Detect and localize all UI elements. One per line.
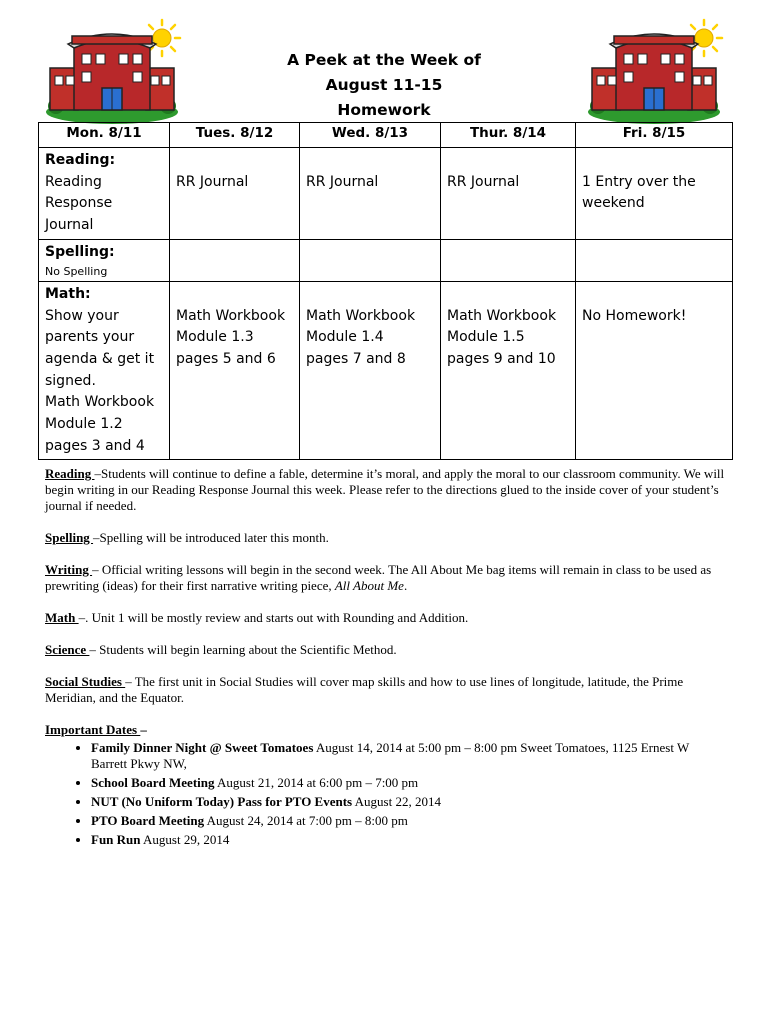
header-title: A Peek at the Week of [287, 51, 481, 69]
note-math-label: Math [45, 610, 79, 625]
reading-fri-cell [576, 148, 733, 240]
reading-mon-text: Reading Response Journal [45, 173, 113, 234]
date-event-name: Fun Run [91, 832, 141, 847]
note-reading [45, 466, 727, 514]
reading-subject-label: Reading: [45, 152, 116, 168]
spelling-subject-label: Spelling: [45, 243, 115, 260]
day-header-tue: Tues. 8/12 [170, 123, 300, 148]
day-header-fri: Fri. 8/15 [576, 123, 733, 148]
note-writing-text: – Official writing lessons will begin in the second week. The All About Me bag items will remain in class to be used as prewriting (ideas) for their first narrative writing piece, [45, 562, 712, 593]
list-item [91, 740, 727, 772]
note-math [45, 610, 727, 626]
list-item [91, 813, 727, 829]
important-dates-list [45, 740, 727, 848]
spelling-mon-cell [39, 239, 170, 281]
note-writing [45, 562, 727, 594]
note-science [45, 642, 727, 658]
day-header-wed: Wed. 8/13 [300, 123, 441, 148]
reading-wed-text: RR Journal [306, 173, 379, 190]
note-writing-title: All About Me [334, 578, 404, 593]
note-writing-label: Writing [45, 562, 93, 577]
day-header-thu: Thur. 8/14 [441, 123, 576, 148]
table-header-row [39, 123, 733, 148]
table-row-spelling [39, 239, 733, 281]
day-header-mon: Mon. 8/11 [39, 123, 170, 148]
date-event-detail: August 29, 2014 [140, 832, 230, 847]
note-reading-text: –Students will continue to define a fable, determine it’s moral, and apply the moral to our classroom community. We will begin writing in our Reading Response Journal this week. Please refer to the directions glued to the inside cover of your student’s journal if needed. [45, 466, 725, 513]
spelling-mon-text: No Spelling [45, 264, 108, 278]
spelling-wed-cell [300, 239, 441, 281]
reading-thu-text: RR Journal [447, 173, 520, 190]
reading-fri-text: 1 Entry over the weekend [582, 173, 696, 212]
date-event-detail: August 14, 2014 at 5:00 pm – 8:00 pm Sweet Tomatoes, 1125 Ernest W Barrett Pkwy NW, [91, 740, 689, 771]
spelling-thu-cell [441, 239, 576, 281]
reading-tue-cell [170, 148, 300, 240]
list-item [91, 775, 727, 791]
math-subject-label: Math: [45, 285, 91, 302]
list-item [91, 794, 727, 810]
math-tue-cell [170, 281, 300, 460]
spelling-fri-cell [576, 239, 733, 281]
important-dates-heading [45, 722, 727, 738]
important-dates-dash: – [140, 722, 147, 737]
note-social-studies [45, 674, 727, 706]
reading-wed-cell [300, 148, 441, 240]
note-spelling-text: –Spelling will be introduced later this month. [93, 530, 329, 545]
date-event-detail: August 22, 2014 [352, 794, 441, 809]
header-dates: August 11-15 [325, 76, 443, 94]
date-event-name: NUT (No Uniform Today) Pass for PTO Events [91, 794, 353, 809]
note-social-text: – The first unit in Social Studies will cover map skills and how to use lines of longitude, latitude, the Prime Meridian, and the Equator. [45, 674, 684, 705]
math-mon-text: Show your parents your agenda & get it signed. Math Workbook Module 1.2 pages 3 and 4 [45, 307, 155, 454]
date-event-name: School Board Meeting [91, 775, 215, 790]
note-writing-end: . [403, 578, 408, 593]
math-fri-text: No Homework! [582, 307, 687, 324]
note-spelling [45, 530, 727, 546]
important-dates-label: Important Dates [45, 722, 141, 737]
note-science-text: – Students will begin learning about the Scientific Method. [89, 642, 397, 657]
page-header [0, 48, 768, 123]
math-mon-cell [39, 281, 170, 460]
date-event-name: Family Dinner Night @ Sweet Tomatoes [91, 740, 314, 755]
notes-section [45, 466, 727, 851]
math-tue-text: Math Workbook Module 1.3 pages 5 and 6 [176, 307, 286, 367]
math-thu-text: Math Workbook Module 1.5 pages 9 and 10 [447, 307, 557, 367]
note-spelling-label: Spelling [45, 530, 94, 545]
note-math-text: –. Unit 1 will be mostly review and starts out with Rounding and Addition. [78, 610, 469, 625]
table-row-math [39, 281, 733, 460]
reading-tue-text: RR Journal [176, 173, 249, 190]
spelling-tue-cell [170, 239, 300, 281]
date-event-detail: August 21, 2014 at 6:00 pm – 7:00 pm [214, 775, 419, 790]
date-event-detail: August 24, 2014 at 7:00 pm – 8:00 pm [204, 813, 408, 828]
math-wed-cell [300, 281, 441, 460]
math-wed-text: Math Workbook Module 1.4 pages 7 and 8 [306, 307, 416, 367]
table-row-reading [39, 148, 733, 240]
list-item [91, 832, 727, 848]
note-social-label: Social Studies [45, 674, 126, 689]
date-event-name: PTO Board Meeting [91, 813, 205, 828]
reading-mon-cell [39, 148, 170, 240]
note-reading-label: Reading [45, 466, 95, 481]
math-fri-cell [576, 281, 733, 460]
math-thu-cell [441, 281, 576, 460]
homework-table [38, 122, 733, 460]
reading-thu-cell [441, 148, 576, 240]
header-subtitle: Homework [337, 101, 431, 119]
note-science-label: Science [45, 642, 90, 657]
